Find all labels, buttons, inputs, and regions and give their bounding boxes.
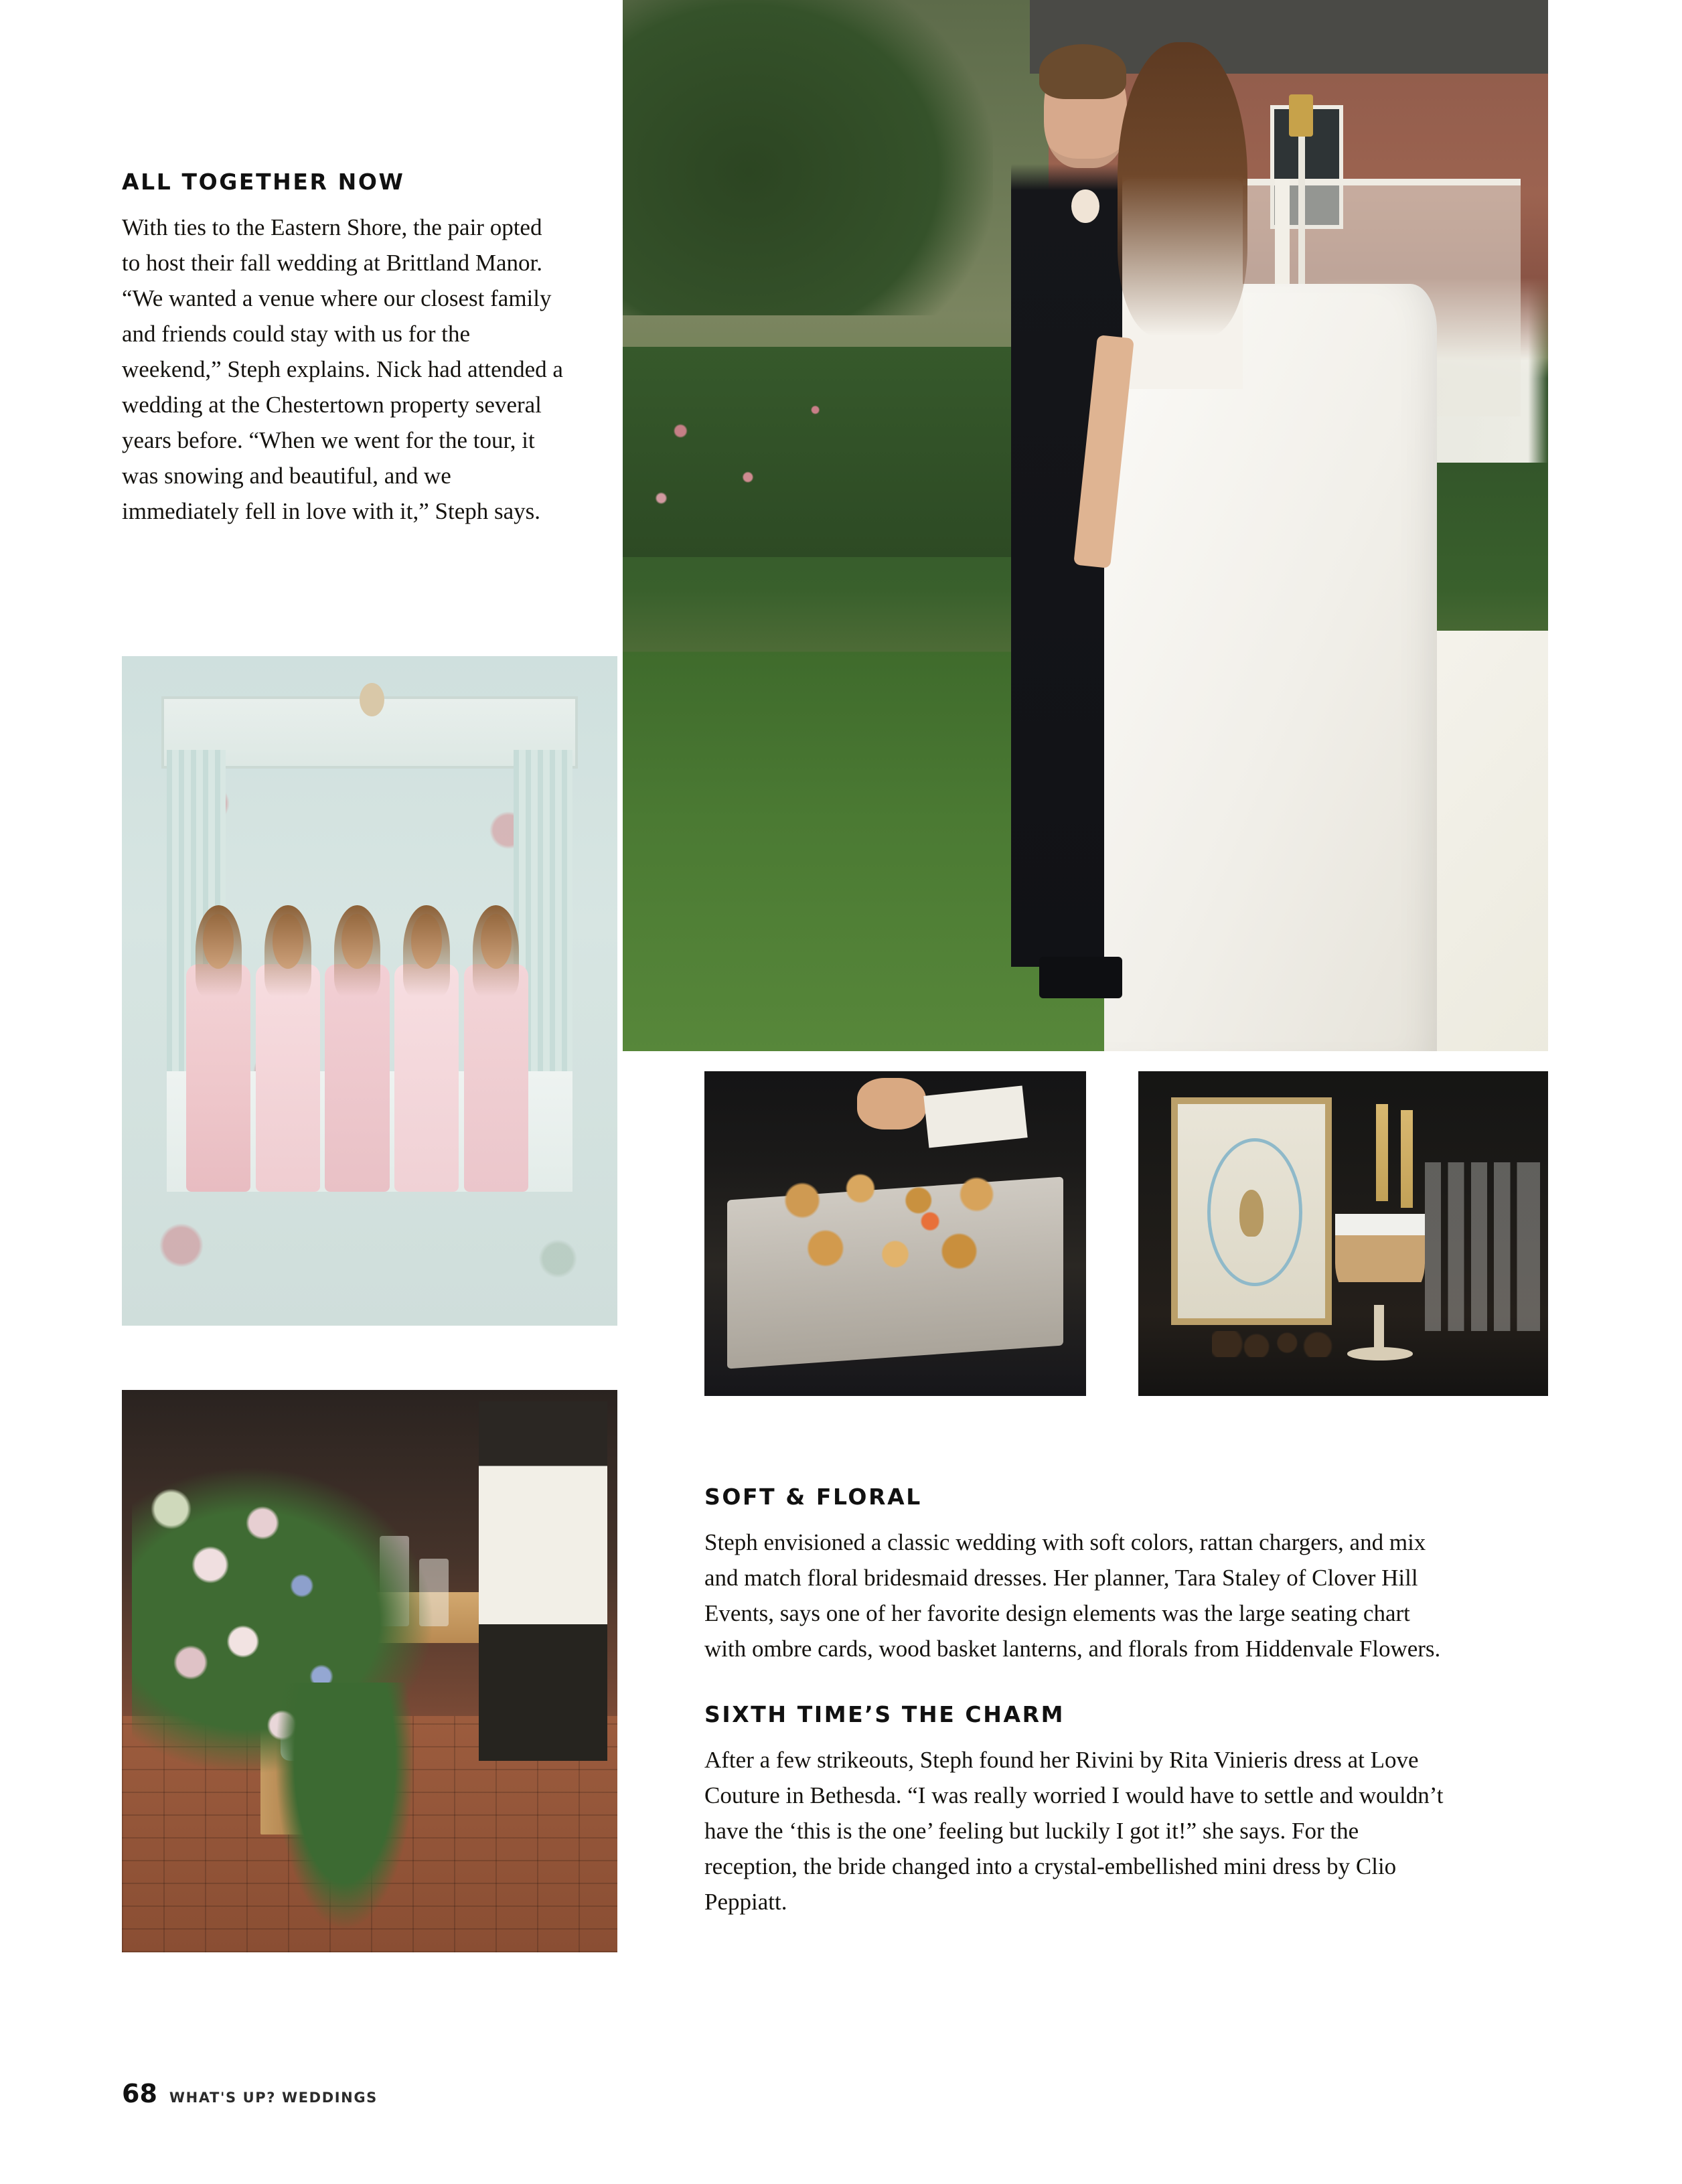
tree-foliage	[623, 0, 993, 315]
page-number: 68	[122, 2079, 157, 2108]
body-all-together-now: With ties to the Eastern Shore, the pair opted to host their fall wedding at Brittland Manor. “We wanted a venue where our closest family and friends could stay with us for the weekend,” Steph explains. Nick had attended a wedding at the Chestertown property several years before. “When we went for the tour, it was snowing and beautiful, and we immediately fell in love with it,” Steph says.	[122, 214, 563, 524]
guest-figure	[479, 1401, 607, 1762]
reception-table-photo	[122, 1390, 617, 1952]
bride-hair	[1118, 42, 1247, 337]
body-sixth-times-the-charm: After a few strikeouts, Steph found her Rivini by Rita Vinieris dress at Love Couture in Bethesda. “I was really worried I would have to settle and wouldn’t have the ‘this is the one’ feeling but luckily I got it!” she says. For the reception, the bride changed into a crystal-embellished mini dress by Clio Peppiatt.	[704, 1747, 1444, 1915]
page-folio	[122, 2079, 378, 2108]
section-all-together-now	[122, 169, 564, 529]
taper-candle	[1401, 1110, 1413, 1208]
bar-sign-photo	[1138, 1071, 1548, 1396]
groom-shoes	[1039, 957, 1122, 999]
bridesmaid-figure	[256, 964, 320, 1192]
appetizers-photo	[704, 1071, 1086, 1396]
coffee-beans	[1212, 1331, 1351, 1357]
section-soft-and-floral	[704, 1484, 1453, 1920]
cocktail-napkin	[923, 1086, 1027, 1148]
sign-crest	[1239, 1190, 1263, 1237]
lamp-icon	[1289, 94, 1313, 137]
bridesmaid-figure	[186, 964, 250, 1192]
bride-dress	[1104, 284, 1438, 1051]
hors-doeuvres	[750, 1156, 1040, 1305]
glass-foot	[1347, 1347, 1413, 1360]
seating-chart-sign	[1171, 1097, 1332, 1325]
boutonniere	[1071, 189, 1099, 223]
heading-soft-and-floral: SOFT & FLORAL	[704, 1484, 922, 1510]
espresso-martini	[1335, 1214, 1426, 1312]
glassware-row	[1425, 1162, 1539, 1331]
greenery-drape	[271, 1683, 419, 1941]
bridesmaid-figure	[394, 964, 459, 1192]
canopy-finial	[360, 683, 384, 716]
publication-label: WHAT'S UP? WEDDINGS	[169, 2090, 378, 2106]
glass-stem	[1374, 1305, 1384, 1350]
taper-candle	[1376, 1104, 1388, 1202]
heading-all-together-now: ALL TOGETHER NOW	[122, 169, 405, 195]
body-soft-and-floral: Steph envisioned a classic wedding with soft colors, rattan chargers, and mix and match floral bridesmaid dresses. Her planner, Tara Staley of Clover Hill Events, says one of her favorite design elements was the large seating chart with ombre cards, wood basket lanterns, and florals from Hiddenvale Flowers.	[704, 1529, 1441, 1662]
bridesmaid-figure	[325, 964, 389, 1192]
server-hand	[857, 1078, 926, 1130]
hero-couple-photo	[623, 0, 1548, 1051]
bridesmaid-figure	[464, 964, 528, 1192]
bridesmaids-photo	[122, 656, 617, 1326]
groom-hair	[1039, 44, 1126, 99]
heading-sixth-times-the-charm: SIXTH TIME’S THE CHARM	[704, 1701, 1065, 1727]
